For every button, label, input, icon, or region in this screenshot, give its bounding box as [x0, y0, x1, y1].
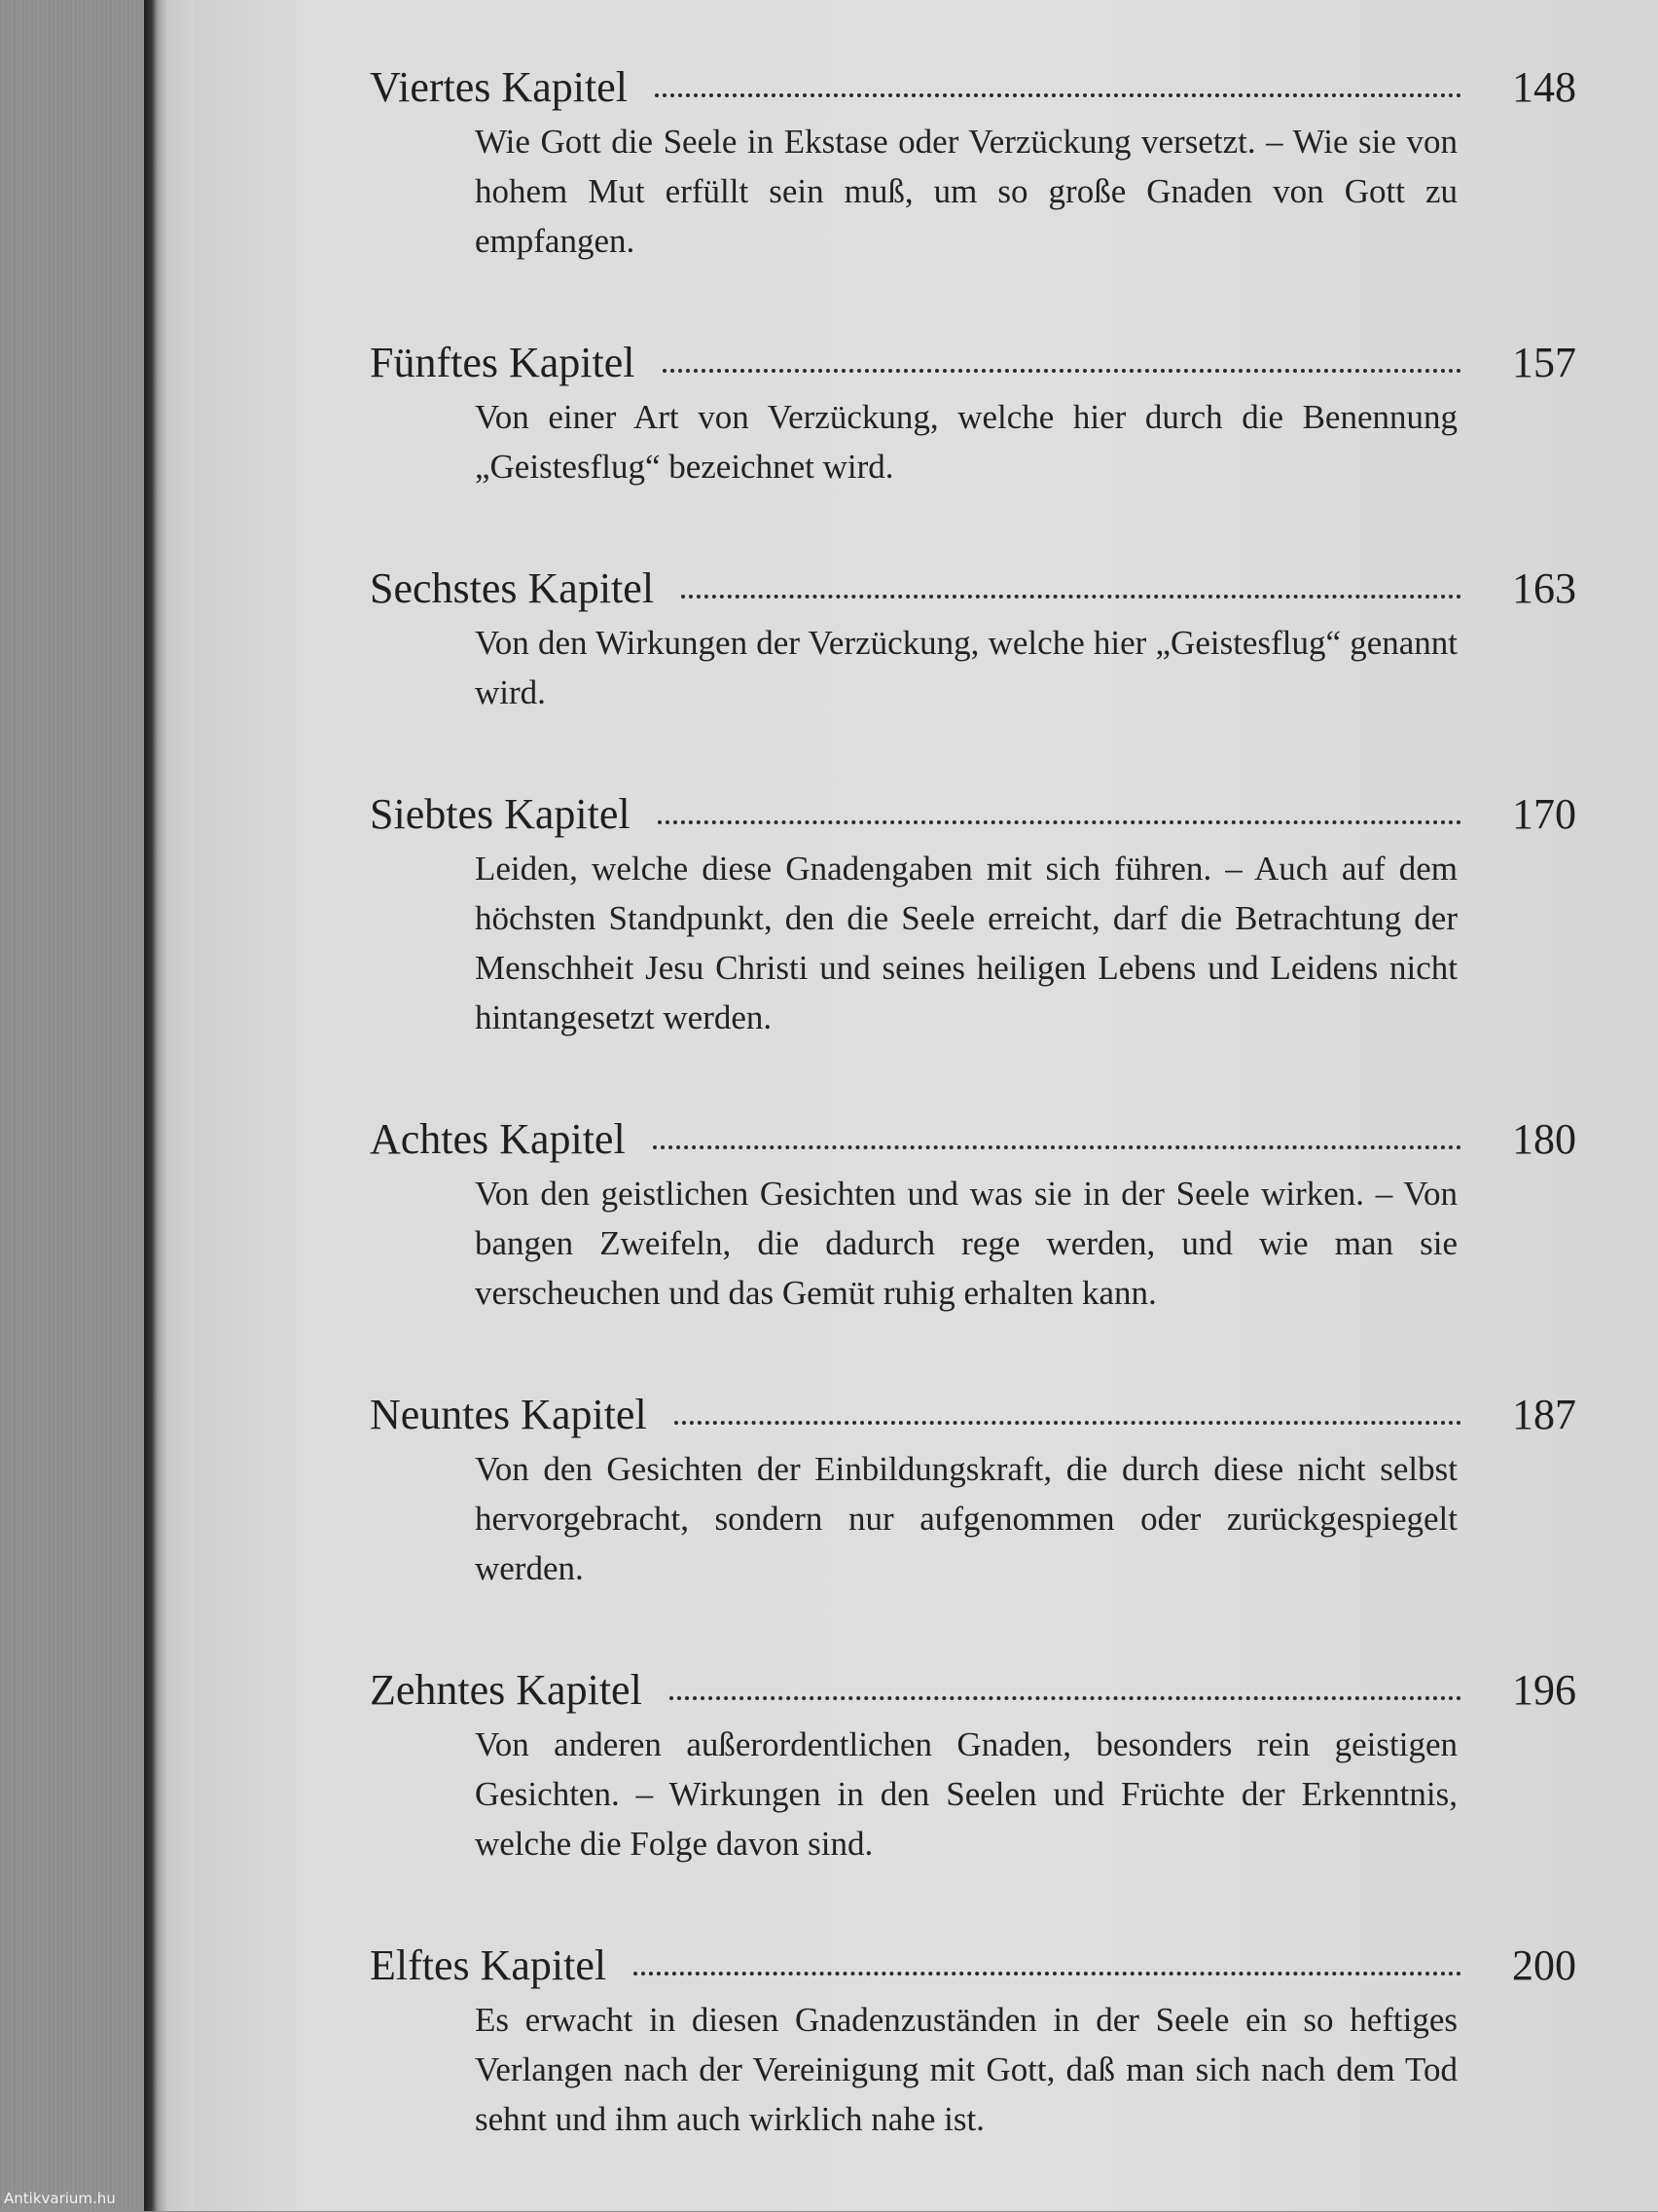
chapter-description: Von den Wirkungen der Verzückung, welche hier „Geistesflug“ genannt wird.: [475, 624, 1458, 711]
chapter-title: Siebtes Kapitel: [370, 790, 631, 838]
dot-leader: [681, 595, 1461, 598]
page-number: 187: [1512, 1391, 1576, 1438]
chapter-description: Von den Gesichten der Einbildungskraft, die durch diese nicht selbst hervorgebracht, sondern nur aufgenommen oder zurückgespiegelt werden.: [475, 1450, 1458, 1587]
toc-entry: [370, 560, 1576, 717]
chapter-title: Sechstes Kapitel: [370, 564, 655, 612]
toc-entry-heading: [370, 1661, 1576, 1720]
toc-entry-heading: [370, 58, 1576, 117]
book-page-edge: [144, 0, 202, 2211]
page-number: 148: [1512, 63, 1576, 111]
toc-entry: [370, 1661, 1576, 1868]
chapter-title: Viertes Kapitel: [370, 63, 628, 111]
table-of-contents: [370, 58, 1576, 2212]
toc-entry: [370, 58, 1576, 266]
chapter-description: Von einer Art von Verzückung, welche hier durch die Benennung „Geistesflug“ bezeichnet wird.: [475, 398, 1458, 486]
toc-entry-heading: [370, 334, 1576, 392]
toc-entry-heading: [370, 560, 1576, 618]
chapter-description: Leiden, welche diese Gnadengaben mit sich führen. – Auch auf dem höchsten Standpunkt, den die Seele erreicht, darf die Betrachtung der Menschheit Jesu Christi und seines heiligen Lebens und Leidens nicht hintangesetzt werden.: [475, 850, 1458, 1036]
toc-entry-heading: [370, 1386, 1576, 1444]
toc-entry-heading: [370, 1110, 1576, 1169]
chapter-description: Wie Gott die Seele in Ekstase oder Verzückung versetzt. – Wie sie von hohem Mut erfüllt sein muß, um so große Gnaden von Gott zu empfangen.: [475, 123, 1458, 260]
page-number: 163: [1512, 564, 1576, 612]
toc-entry: [370, 1110, 1576, 1318]
dot-leader: [658, 820, 1461, 824]
chapter-title: Elftes Kapitel: [370, 1941, 607, 1989]
toc-entry: [370, 334, 1576, 491]
dot-leader: [674, 1421, 1461, 1425]
dot-leader: [633, 1972, 1461, 1976]
chapter-title: Fünftes Kapitel: [370, 339, 635, 386]
page-number: 180: [1512, 1115, 1576, 1163]
dot-leader: [655, 93, 1461, 97]
page-number: 157: [1512, 339, 1576, 386]
page-number: 200: [1512, 1941, 1576, 1989]
chapter-description: Von den geistlichen Gesichten und was sie in der Seele wirken. – Von bangen Zweifeln, die dadurch rege werden, und wie man sie verscheuchen und das Gemüt ruhig erhalten kann.: [475, 1175, 1458, 1312]
toc-entry: [370, 1386, 1576, 1593]
toc-entry-heading: [370, 785, 1576, 844]
watermark-text: Antikvarium.hu: [4, 2190, 116, 2207]
dot-leader: [653, 1145, 1461, 1149]
toc-entry: [370, 1937, 1576, 2144]
page-number: 170: [1512, 790, 1576, 838]
toc-entry: [370, 785, 1576, 1042]
chapter-description: Von anderen außerordentlichen Gnaden, besonders rein geistigen Gesichten. – Wirkungen in den Seelen und Früchte der Erkenntnis, welche die Folge davon sind.: [475, 1725, 1458, 1863]
dot-leader: [663, 369, 1461, 373]
toc-entry-heading: [370, 1937, 1576, 1995]
dot-leader: [669, 1696, 1461, 1700]
chapter-title: Zehntes Kapitel: [370, 1666, 642, 1714]
chapter-title: Achtes Kapitel: [370, 1115, 626, 1163]
page-number: 196: [1512, 1666, 1576, 1714]
chapter-title: Neuntes Kapitel: [370, 1391, 647, 1438]
chapter-description: Es erwacht in diesen Gnadenzuständen in der Seele ein so heftiges Verlangen nach der Vereinigung mit Gott, daß man sich nach dem Tod sehnt und ihm auch wirklich nahe ist.: [475, 2001, 1458, 2138]
